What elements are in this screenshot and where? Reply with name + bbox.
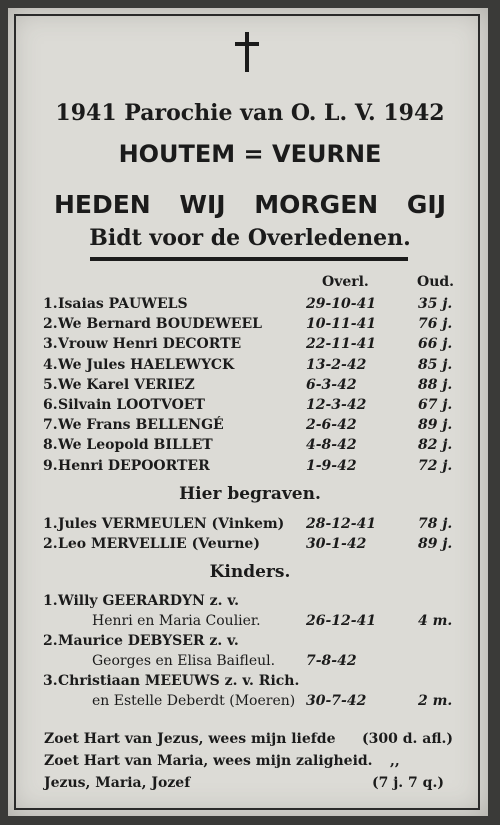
row-number: 3. xyxy=(43,673,58,689)
person-name: We Bernard BOUDEWEEL xyxy=(58,316,262,333)
list-item xyxy=(0,536,500,556)
death-date: 1-9-42 xyxy=(306,457,357,474)
footer-line-1-note: (300 d. afl.) xyxy=(362,731,454,747)
motto: HEDEN WIJ MORGEN GIJ xyxy=(53,190,447,219)
footer-line-3-note: (7 j. 7 q.) xyxy=(372,775,444,791)
row-number: 2. xyxy=(43,633,58,649)
person-name: Silvain LOOTVOET xyxy=(58,397,205,413)
age-value: 88 j. xyxy=(418,376,453,393)
row-number: 6. xyxy=(43,397,58,413)
death-date: 12-3-42 xyxy=(306,397,367,413)
death-date: 13-2-42 xyxy=(306,356,367,373)
age-value: 78 j. xyxy=(418,516,453,532)
divider xyxy=(90,257,408,261)
death-date: 26-12-41 xyxy=(306,613,377,629)
death-date: 6-3-42 xyxy=(306,376,357,393)
row-number: 8. xyxy=(43,437,58,454)
list-item xyxy=(0,377,500,397)
parents-names: en Estelle Deberdt (Moeren) xyxy=(92,693,296,709)
row-number: 3. xyxy=(43,336,58,353)
age-value: 72 j. xyxy=(418,457,453,474)
age-value: 67 j. xyxy=(418,397,453,413)
row-number: 5. xyxy=(43,376,58,393)
person-name: Vrouw Henri DECORTE xyxy=(58,336,242,353)
years-title: 1941 Parochie van O. L. V. 1942 xyxy=(55,100,445,126)
prayer-line: Bidt voor de Overledenen. xyxy=(89,225,411,251)
person-name: We Frans BELLENGÉ xyxy=(58,417,224,434)
footer-line-3: Jezus, Maria, Jozef xyxy=(44,775,191,791)
person-name: Isaias PAUWELS xyxy=(58,296,188,312)
age-value: 76 j. xyxy=(418,316,453,333)
death-date: 28-12-41 xyxy=(306,516,377,532)
list-item xyxy=(0,437,500,457)
list-item xyxy=(0,397,500,417)
age-value: 35 j. xyxy=(418,296,453,312)
list-item xyxy=(0,316,500,336)
age-value: 4 m. xyxy=(418,613,453,629)
list-item xyxy=(0,458,500,478)
death-date: 30-1-42 xyxy=(306,536,367,552)
person-name: Henri DEPOORTER xyxy=(58,457,210,474)
person-name: We Karel VERIEZ xyxy=(58,376,195,393)
death-date: 22-11-41 xyxy=(306,336,377,353)
buried-title: Hier begraven. xyxy=(179,484,321,504)
footer-line-2: Zoet Hart van Maria, wees mijn zaligheid. xyxy=(44,753,373,769)
age-value: 82 j. xyxy=(418,437,453,454)
list-item xyxy=(0,593,500,629)
death-date: 30-7-42 xyxy=(306,693,367,709)
row-number: 1. xyxy=(43,516,58,532)
death-date: 10-11-41 xyxy=(306,316,377,333)
row-number: 7. xyxy=(43,417,58,434)
row-number: 1. xyxy=(43,296,58,312)
list-item xyxy=(0,417,500,437)
person-name: Willy GEERARDYN z. v. xyxy=(58,593,239,609)
col-overl-header: Overl. xyxy=(322,274,369,290)
row-number: 1. xyxy=(43,593,58,609)
row-number: 2. xyxy=(43,536,58,552)
row-number: 9. xyxy=(43,457,58,474)
person-name: Leo MERVELLIE (Veurne) xyxy=(58,536,260,552)
age-value: 89 j. xyxy=(418,536,453,552)
age-value: 85 j. xyxy=(418,356,453,373)
person-name: We Jules HAELEWYCK xyxy=(58,356,235,373)
parents-names: Georges en Elisa Baifleul. xyxy=(92,653,276,669)
person-name: Christiaan MEEUWS z. v. Rich. xyxy=(58,673,300,689)
list-item xyxy=(0,516,500,536)
list-item xyxy=(0,357,500,377)
person-name: Maurice DEBYSER z. v. xyxy=(58,633,239,649)
death-date: 29-10-41 xyxy=(306,296,377,312)
person-name: We Leopold BILLET xyxy=(58,437,213,454)
children-title: Kinders. xyxy=(209,562,291,582)
latin-cross-icon xyxy=(235,32,259,72)
person-name: Jules VERMEULEN (Vinkem) xyxy=(58,516,285,532)
row-number: 2. xyxy=(43,316,58,333)
list-item xyxy=(0,296,500,316)
death-date: 2-6-42 xyxy=(306,417,357,434)
age-value: 89 j. xyxy=(418,417,453,434)
footer-line-2-note: ,, xyxy=(390,753,400,769)
death-date: 4-8-42 xyxy=(306,437,357,454)
row-number: 4. xyxy=(43,356,58,373)
age-value: 2 m. xyxy=(418,693,453,709)
footer-line-1: Zoet Hart van Jezus, wees mijn liefde xyxy=(44,731,336,747)
age-value: 66 j. xyxy=(418,336,453,353)
place-title: HOUTEM = VEURNE xyxy=(118,140,382,168)
death-date: 7-8-42 xyxy=(306,653,357,669)
parents-names: Henri en Maria Coulier. xyxy=(92,613,261,629)
list-item xyxy=(0,633,500,669)
list-item xyxy=(0,336,500,356)
col-oud-header: Oud. xyxy=(417,274,455,290)
list-item xyxy=(0,673,500,709)
